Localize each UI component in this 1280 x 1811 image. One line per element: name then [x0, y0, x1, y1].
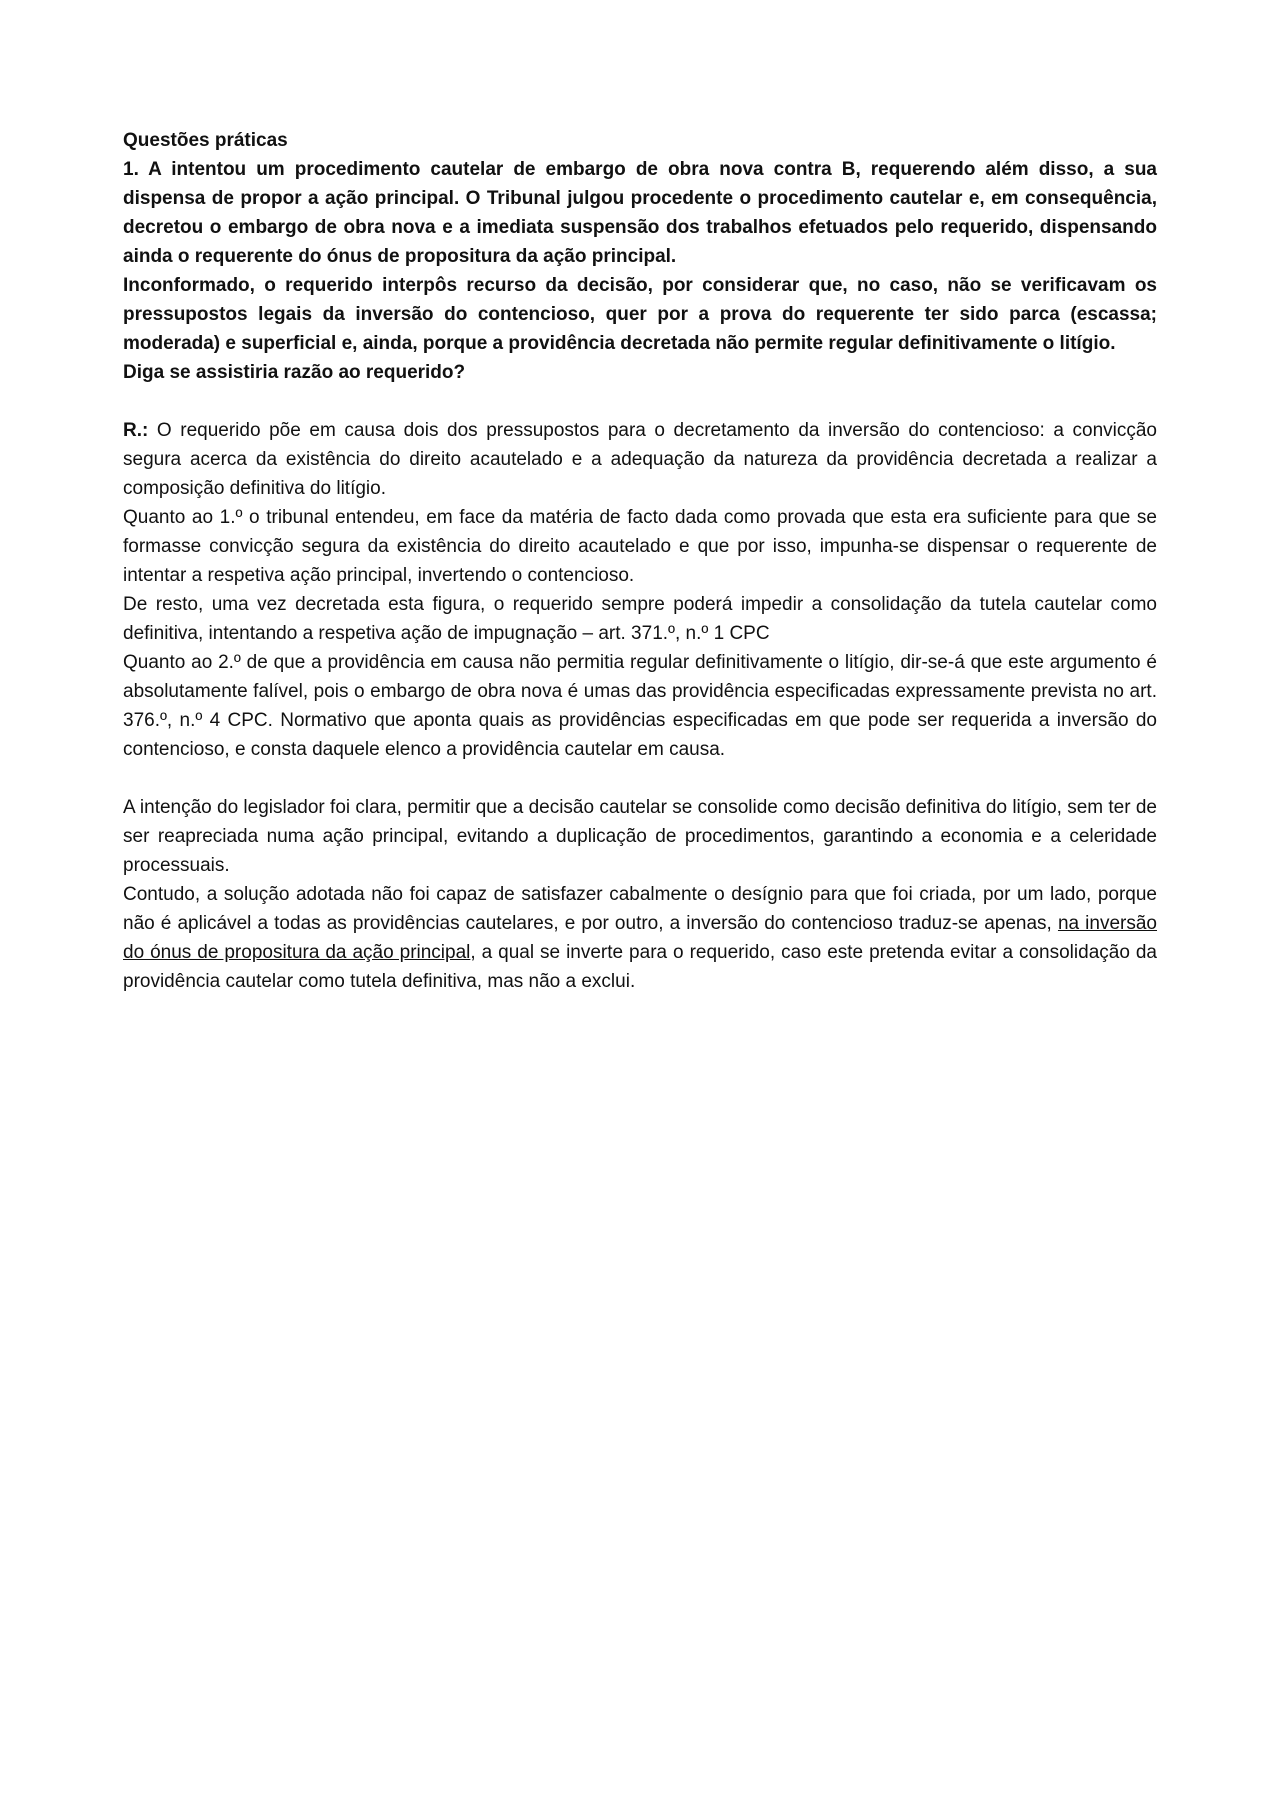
answer-paragraph-2: Quanto ao 1.º o tribunal entendeu, em face da matéria de facto dada como provada que esta era suficiente para que se formasse convicção segura da existência do direito acautelado e que por isso, impunha-se dispensar o requerente de intentar a respetiva ação principal, invertendo o contencioso. [123, 507, 1157, 586]
answer-paragraph-6 [123, 880, 1157, 996]
answer-label: R.: [123, 420, 149, 441]
question-paragraph-2: Inconformado, o requerido interpôs recurso da decisão, por considerar que, no caso, não se verificavam os pressupostos legais da inversão do contencioso, quer por a prova do requerente ter sido parca (escassa; moderada) e superficial e, ainda, porque a providência decretada não permite regular definitivamente o litígio. [123, 275, 1157, 354]
spacer [123, 387, 1157, 416]
answer-paragraph-6-before: Contudo, a solução adotada não foi capaz de satisfazer cabalmente o desígnio para que foi criada, por um lado, porque não é aplicável a todas as providências cautelares, e por outro, a inversão do contencioso traduz-se apenas, [123, 884, 1157, 934]
answer-paragraph-5: A intenção do legislador foi clara, permitir que a decisão cautelar se consolide como decisão definitiva do litígio, sem ter de ser reapreciada numa ação principal, evitando a duplicação de procedimentos, garantindo a economia e a celeridade processuais. [123, 797, 1157, 876]
answer-section [123, 416, 1157, 996]
document-content [123, 126, 1157, 996]
question-paragraph-1: 1. A intentou um procedimento cautelar de embargo de obra nova contra B, requerendo além disso, a sua dispensa de propor a ação principal. O Tribunal julgou procedente o procedimento cautelar e, em consequência, decretou o embargo de obra nova e a imediata suspensão dos trabalhos efetuados pelo requerido, dispensando ainda o requerente do ónus de propositura da ação principal. [123, 159, 1157, 267]
answer-paragraph-3: De resto, uma vez decretada esta figura, o requerido sempre poderá impedir a consolidação da tutela cautelar como definitiva, intentando a respetiva ação de impugnação – art. 371.º, n.º 1 CPC [123, 594, 1157, 644]
answer-paragraph-1-text: O requerido põe em causa dois dos pressupostos para o decretamento da inversão do contencioso: a convicção segura acerca da existência do direito acautelado e a adequação da natureza da providência decretada a realizar a composição definitiva do litígio. [123, 420, 1157, 499]
answer-paragraph-6-underlined: na inversão do ónus de propositura da ação principal [123, 913, 1158, 963]
question-prompt: Diga se assistiria razão ao requerido? [123, 362, 466, 383]
section-title: Questões práticas [123, 130, 288, 151]
answer-paragraph-1 [123, 416, 1157, 503]
spacer [123, 764, 1157, 793]
answer-paragraph-6-after: , a qual se inverte para o requerido, caso este pretenda evitar a consolidação da providência cautelar como tutela definitiva, mas não a exclui. [123, 942, 1157, 992]
question-section [123, 126, 1157, 387]
answer-paragraph-4: Quanto ao 2.º de que a providência em causa não permitia regular definitivamente o litígio, dir-se-á que este argumento é absolutamente falível, pois o embargo de obra nova é umas das providência especificadas expressamente prevista no art. 376.º, n.º 4 CPC. Normativo que aponta quais as providências especificadas em que pode ser requerida a inversão do contencioso, e consta daquele elenco a providência cautelar em causa. [123, 652, 1157, 760]
